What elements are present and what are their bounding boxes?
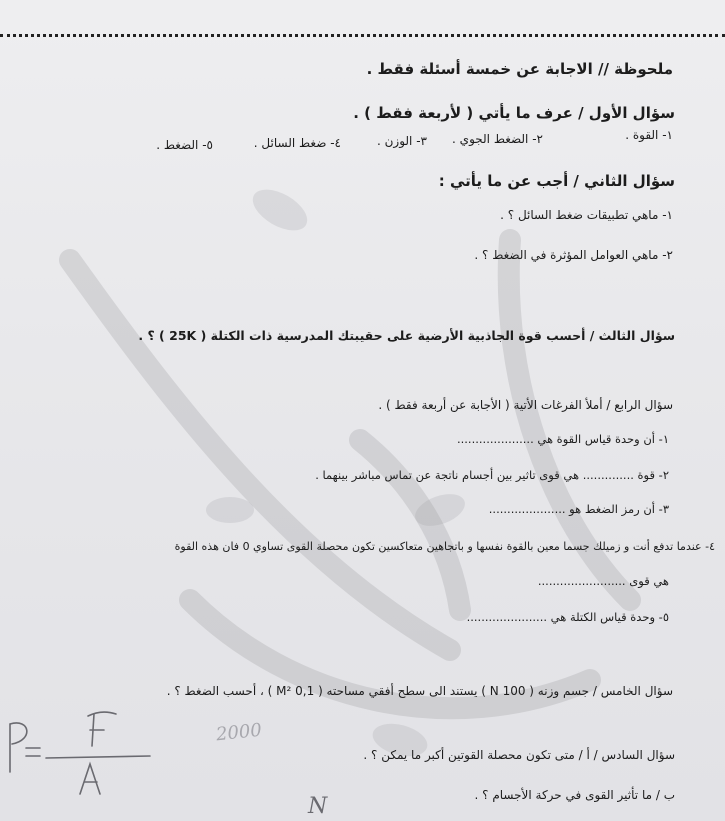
- q6-part-a: سؤال السادس / أ / متى تكون محصلة القوتين أكبر ما يمكن ؟ .: [363, 748, 675, 762]
- q3-text: سؤال الثالث / أحسب قوة الجاذبية الأرضية على حقيبتك المدرسية ذات الكتلة ( 25K ) ؟ .: [138, 328, 675, 343]
- q4-item-1: ١- أن وحدة قياس القوة هي .....................: [456, 432, 669, 446]
- q4-item-3: ٣- أن رمز الضغط هو .....................: [488, 502, 669, 516]
- handwritten-unit: N: [308, 794, 328, 819]
- q1-heading: سؤال الأول / عرف ما يأتي ( لأربعة فقط ) .: [353, 104, 675, 122]
- q4-item-4: ٤- عندما تدفع أنت و زميلك جسما معين بالقوة نفسها و باتجاهين متعاكسين تكون محصلة القوى تساوي 0 فان هذه القوة: [174, 540, 715, 553]
- q1-item-4: ٤- ضغط السائل .: [253, 136, 341, 150]
- handwritten-scribble: 2000: [215, 719, 263, 746]
- q4-item-2: ٢- قوة .............. هي قوى تاثير بين أجسام ناتجة عن تماس مباشر بينهما .: [315, 468, 669, 482]
- q4-item-4-cont: هي قوى ........................: [537, 574, 669, 588]
- q2-item-2: ٢- ماهي العوامل المؤثرة في الضغط ؟ .: [474, 248, 673, 262]
- q6-part-b: ب / ما تأثير القوى في حركة الأجسام ؟ .: [474, 788, 675, 802]
- q1-item-1: ١- القوة .: [625, 128, 673, 142]
- q4-item-5: ٥- وحدة قياس الكتلة هي ......................: [466, 610, 669, 624]
- q1-item-5: ٥- الضغط .: [156, 138, 213, 152]
- dotted-separator: [0, 34, 725, 37]
- q2-heading: سؤال الثاني / أجب عن ما يأتي :: [438, 172, 675, 190]
- q1-item-3: ٣- الوزن .: [376, 134, 427, 148]
- q5-text: سؤال الخامس / جسم وزنه ( 100 N ) يستند الى سطح أفقي مساحته ( 0,1 M² ) ، أحسب الضغط ؟ .: [166, 684, 673, 698]
- q2-item-1: ١- ماهي تطبيقات ضغط السائل ؟ .: [500, 208, 673, 222]
- q4-heading: سؤال الرابع / أملأ الفرغات الأتية ( الأجابة عن أربعة فقط ) .: [378, 398, 673, 412]
- q1-item-2: ٢- الضغط الجوي .: [452, 132, 543, 146]
- exam-note: ملحوظة // الاجابة عن خمسة أسئلة فقط .: [366, 60, 673, 78]
